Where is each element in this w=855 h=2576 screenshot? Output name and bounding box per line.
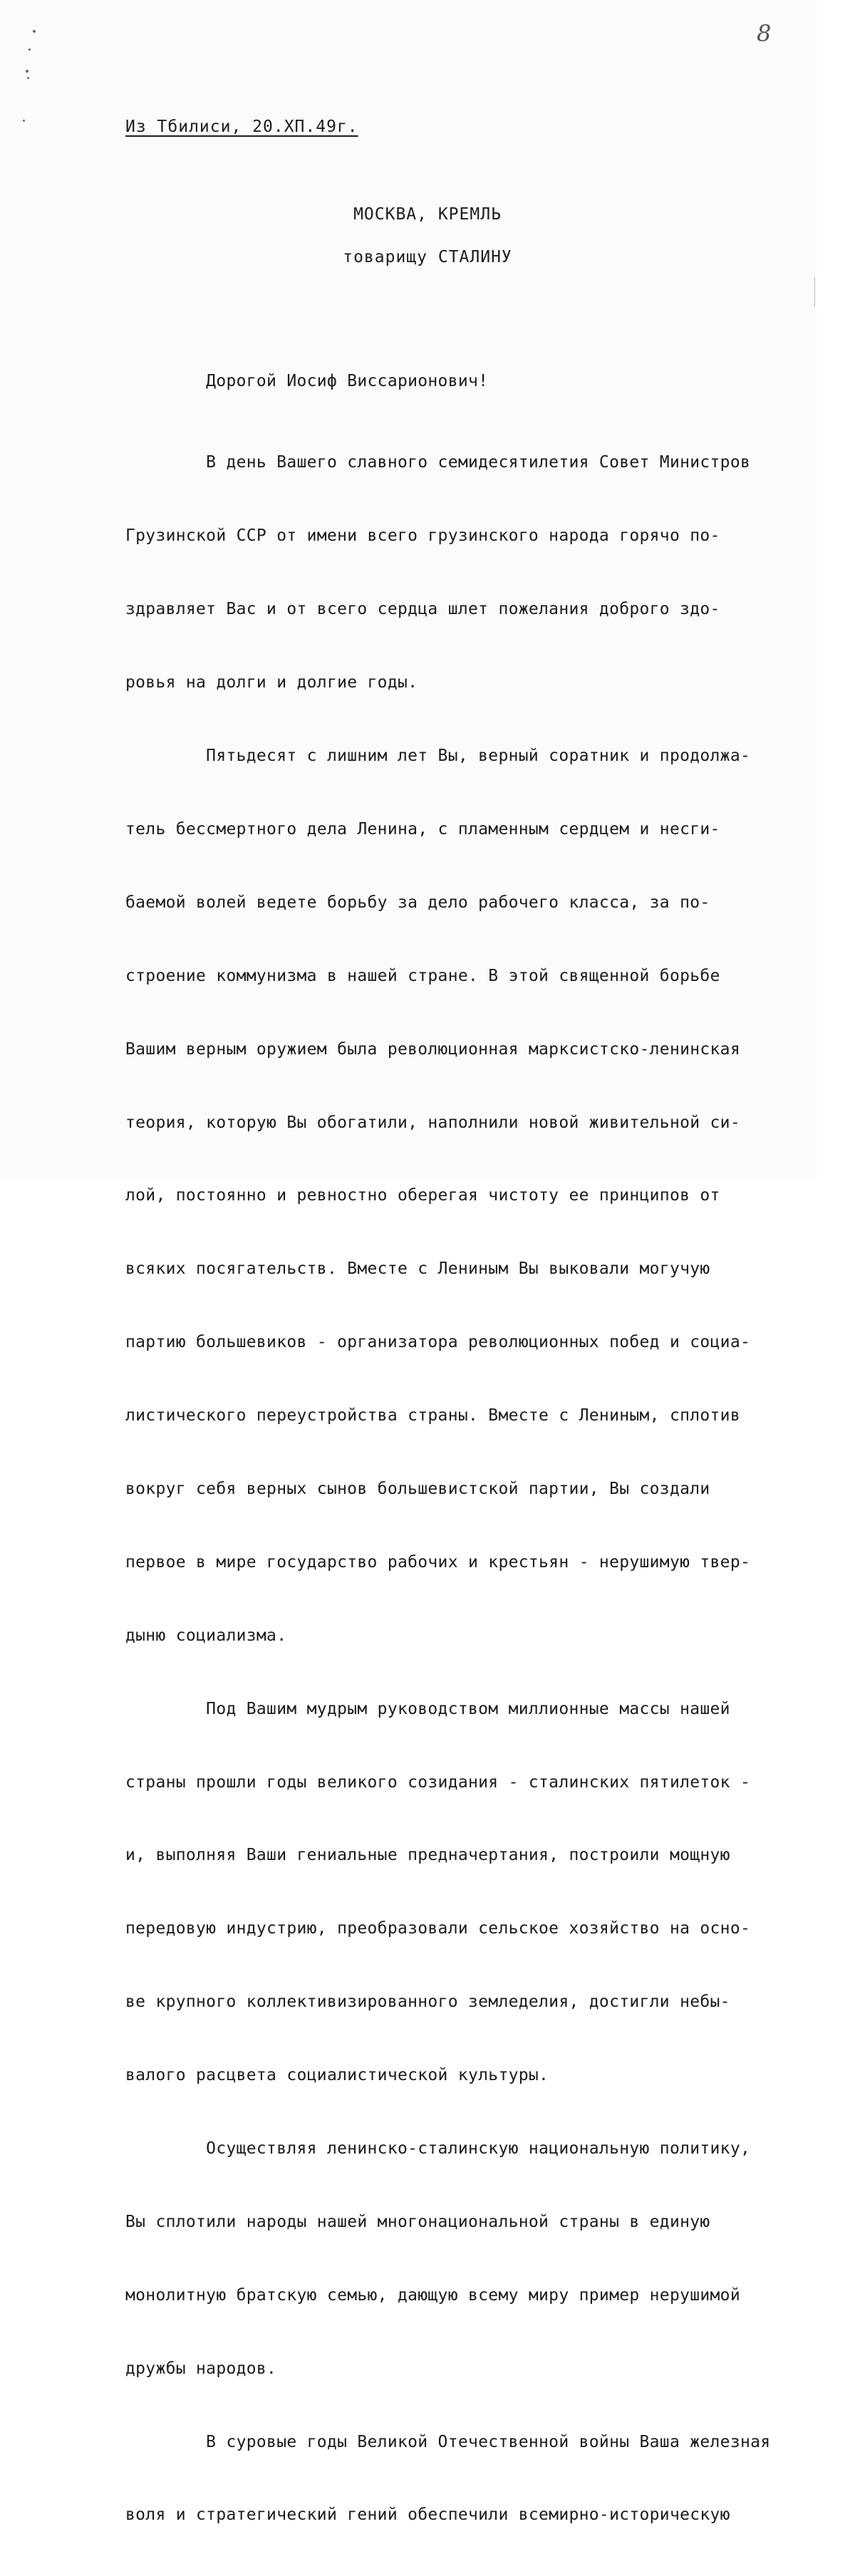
body-line: лой, постоянно и ревностно оберегая чистоту ее принципов от — [125, 1186, 720, 1205]
body-line: теория, которую Вы обогатили, наполнили новой живительной си- — [125, 1113, 740, 1132]
body-line: монолитную братскую семью, дающую всему миру пример нерушимой — [125, 2285, 740, 2305]
body-line: ве крупного коллективизированного земледелия, достигли небы- — [125, 1993, 730, 2012]
body-line: В день Вашего славного семидесятилетия Совет Министров — [125, 453, 751, 472]
body-line: Под Вашим мудрым руководством миллионные массы нашей — [125, 1699, 730, 1718]
page-number: 8 — [757, 20, 772, 47]
body-line: строение коммунизма в нашей стране. В этой священной борьбе — [125, 966, 720, 985]
address-line-1: МОСКВА, КРЕМЛЬ — [353, 205, 502, 224]
body-line: ровья на долги и долгие годы. — [125, 673, 418, 692]
body-line: Вы сплотили народы нашей многонациональной страны в единую — [125, 2212, 710, 2231]
body-line: и, выполняя Ваши гениальные предначертания, построили мощную — [125, 1846, 730, 1865]
edge-mark — [814, 278, 815, 306]
body-line: Вашим верным оружием была революционная марксистско-ленинская — [125, 1039, 740, 1059]
body-line: тель бессмертного дела Ленина, с пламенным сердцем и несги- — [125, 819, 720, 838]
body-line: дружбы народов. — [125, 2359, 277, 2378]
body-line: здравляет Вас и от всего сердца шлет пожелания доброго здо- — [125, 600, 720, 619]
body-line: В суровые годы Великой Отечественной войны Ваша железная — [125, 2432, 771, 2451]
body-line: всяких посягательств. Вместе с Лениным Вы выковали могучую — [125, 1260, 710, 1279]
body-line: воля и стратегический гений обеспечили всемирно-историческую — [125, 2505, 730, 2525]
body-line: валого расцвета социалистической культуры. — [125, 2066, 549, 2085]
body-line: листического переустройства страны. Вместе с Лениным, сплотив — [125, 1406, 740, 1425]
body-line: страны прошли годы великого созидания - сталинских пятилеток - — [125, 1772, 751, 1792]
body-line: вокруг себя верных сынов большевистской партии, Вы создали — [125, 1479, 710, 1498]
body-line: передовую индустрию, преобразовали сельское хозяйство на осно- — [125, 1919, 751, 1938]
greeting: Дорогой Иосиф Виссарионович! — [125, 371, 489, 390]
body-line: Осуществляя ленинско-сталинскую национальную политику, — [125, 2139, 751, 2158]
address-line-2: товарищу СТАЛИНУ — [343, 248, 512, 266]
body-line: Грузинской ССР от имени всего грузинского народа горячо по- — [125, 526, 720, 546]
body-line: баемой волей ведете борьбу за дело рабочего класса, за по- — [125, 893, 710, 912]
body-line: дыню социализма. — [125, 1626, 287, 1645]
body-line: партию большевиков - организатора революционных побед и социа- — [125, 1333, 751, 1352]
letter-body — [125, 320, 777, 2576]
body-line: Пятьдесят с лишним лет Вы, верный соратник и продолжа- — [125, 747, 751, 766]
body-line: первое в мире государство рабочих и крестьян - нерушимую твер- — [125, 1552, 751, 1572]
dateline: Из Тбилиси, 20.ХП.49г. — [125, 118, 358, 136]
